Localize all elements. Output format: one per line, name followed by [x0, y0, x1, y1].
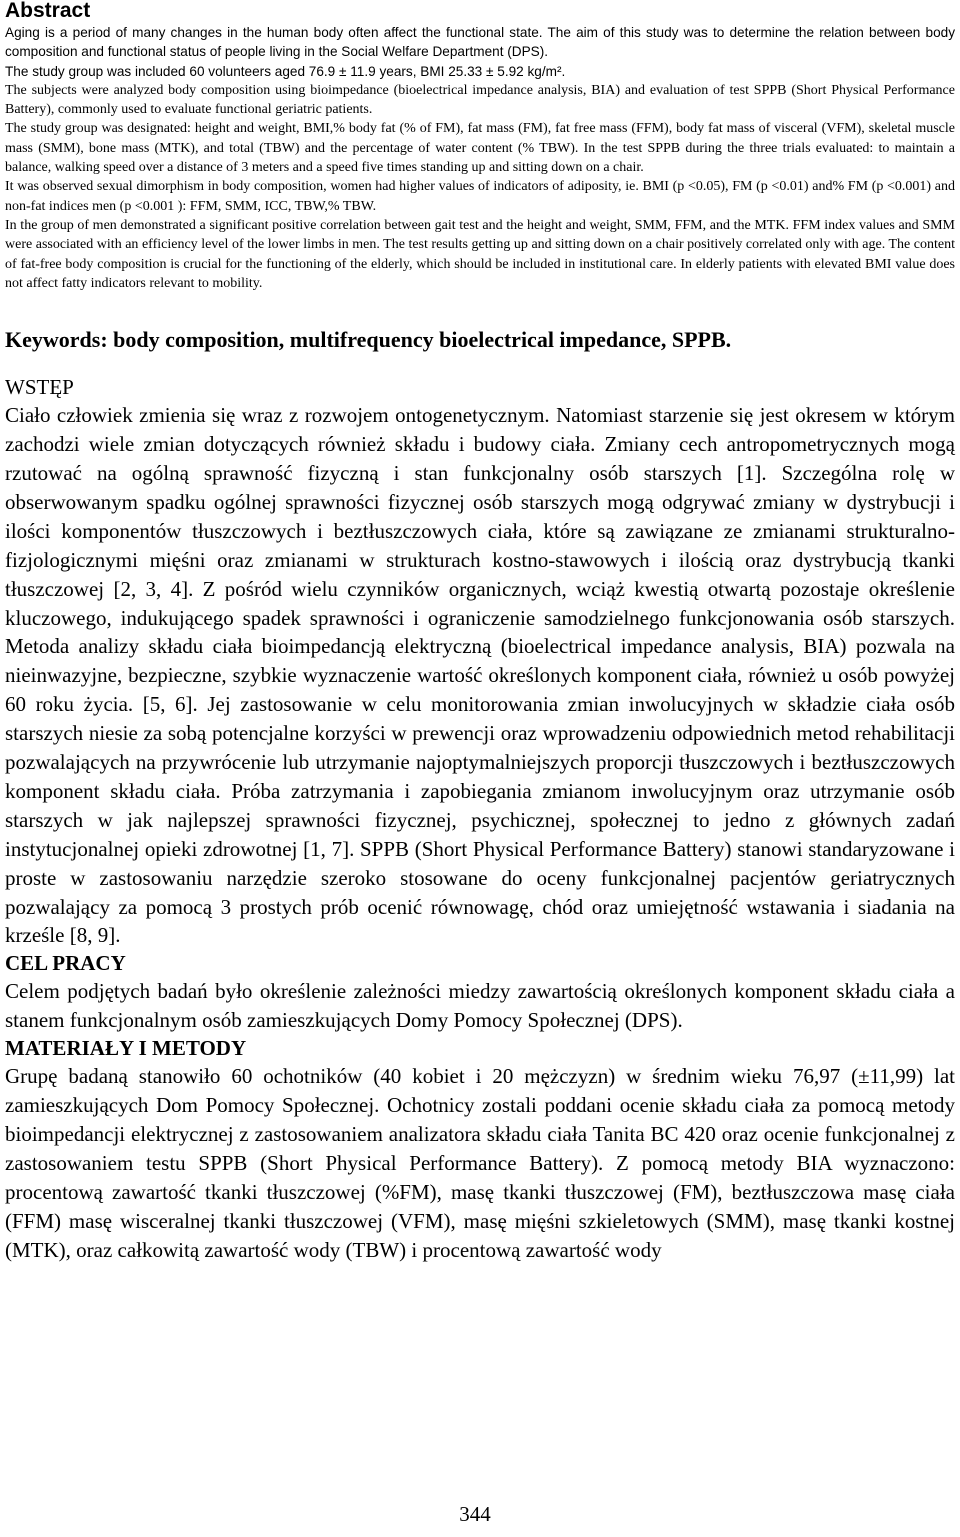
abstract-paragraph-5: It was observed sexual dimorphism in body composition, women had higher values of indicators of adiposity, ie. BMI (p <0.05), FM (p <0.01) and% FM (p <0.001) and non-fat indices men (p <0.001 ): FFM, SMM, ICC, TBW,% TBW.	[5, 179, 955, 214]
abstract-paragraph-6: In the group of men demonstrated a significant positive correlation between gait test and the height and weight, SMM, FFM, and the MTK. FFM index values and SMM were associated with an efficiency level of the lower limbs in men. The test results getting up and sitting down on a chair positively correlated only with age. The content of fat-free body composition is crucial for the functioning of the elderly, which should be included in institutional care. In elderly patients with elevated BMI value does not affect fatty indicators relevant to mobility.	[5, 217, 955, 291]
section-heading-wstep: WSTĘP	[5, 375, 74, 400]
abstract-paragraph-3: The subjects were analyzed body composition using bioimpedance (bioelectrical impedance analysis, BIA) and evaluation of test SPPB (Short Physical Performance Battery), commonly used to evaluate functional geriatric patients.	[5, 82, 955, 118]
section-heading-cel: CEL PRACY	[5, 951, 126, 976]
wstep-paragraph: Ciało człowiek zmienia się wraz z rozwojem ontogenetycznym. Natomiast starzenie się jest okresem w którym zachodzi wiele zmian dotyczących również składu i budowy ciała. Zmiany cech antropometrycznych mogą rzutować na ogólną sprawność fizyczną i stan funkcjonalny osób starszych [1]. Szczególna rolę w obserwowanym spadku ogólnej sprawności fizycznej osób starszych mogą odgrywać zmiany w dystrybucji i ilości komponentów tłuszczowych i beztłuszczowych ciała, które są zawiązane ze zmianami strukturalno-fizjologicznymi mięśni oraz zmianami w strukturach kostno-stawowych i ilością oraz dystrybucją tkanki tłuszczowej [2, 3, 4]. Z pośród wielu czynników organicznych, wciąż kwestią otwartą pozostaje określenie kluczowego, indukującego spadek sprawności i ograniczenie samodzielnego funkcjonowania osób starszych. Metoda analizy składu ciała bioimpedancją elektryczną (bioelectrical impedance analysis, BIA) pozwala na nieinwazyjne, bezpieczne, szybkie wyznaczenie wartość określonych komponent ciała, również u osób powyżej 60 roku życia. [5, 6]. Jej zastosowanie w celu monitorowania zmian inwolucyjnych w składzie ciała osób starszych niesie za sobą potencjalne korzyści w prewencji oraz wprowadzeniu odpowiednich metod rehabilitacji pozwalających na przywrócenie lub utrzymanie najoptymalniejszych proporcji tłuszczowych i beztłuszczowych komponent składu ciała. Próba zatrzymania i zapobiegania zmianom inwolucyjnym oraz utrzymanie osób starszych w jak najlepszej sprawności fizycznej, psychicznej, społecznej to jedno z głównych zadań instytucjonalnej opieki zdrowotnej [1, 7]. SPPB (Short Physical Performance Battery) stanowi standaryzowane i proste w zastosowaniu narzędzie szeroko stosowane do oceny funkcjonalnej pacjentów geriatrycznych pozwalający za pomocą 3 prostych prób ocenić równowagę, chód oraz umiejętność wstawania i siadania na krześle [8, 9].	[5, 403, 955, 948]
keywords-line: Keywords: body composition, multifrequency bioelectrical impedance, SPPB.	[5, 327, 732, 353]
abstract-paragraph-2: The study group was included 60 volunteers aged 76.9 ± 11.9 years, BMI 25.33 ± 5.92 kg/m².	[5, 63, 566, 79]
page-number: 344	[459, 1502, 491, 1526]
section-heading-metody: MATERIAŁY I METODY	[5, 1036, 247, 1061]
cel-paragraph: Celem podjętych badań było określenie zależności miedzy zawartością określonych komponent składu ciała a stanem funkcjonalnym osób zamieszkujących Domy Pomocy Społecznej (DPS).	[5, 979, 955, 1033]
abstract-paragraph-4: The study group was designated: height and weight, BMI,% body fat (% of FM), fat mass (FM), fat free mass (FFM), body fat mass of visceral (VFM), skeletal muscle mass (SMM), bone mass (MTK), and total (TBW) and the percentage of water content (% TBW). In the test SPPB during the three trials evaluated: to maintain a balance, walking speed over a distance of 3 meters and a speed five times standing up and sitting down on a chair.	[5, 121, 955, 176]
abstract-paragraph-1: Aging is a period of many changes in the human body often affect the functional state. The aim of this study was to determine the relation between body composition and functional status of people living in the Social Welfare Department (DPS).	[5, 25, 955, 60]
document-page	[5, 0, 955, 1265]
metody-paragraph: Grupę badaną stanowiło 60 ochotników (40 kobiet i 20 mężczyzn) w średnim wieku 76,97 (±11,99) lat zamieszkujących Dom Pomocy Społecznej. Ochotnicy zostali poddani ocenie składu ciała za pomocą metody bioimpedancji elektrycznej z zastosowaniem analizatora składu ciała Tanita BC 420 oraz ocenie funkcjonalnej z zastosowaniem testu SPPB (Short Physical Performance Battery). Z pomocą metody BIA wyznaczono: procentową zawartość tkanki tłuszczowej (%FM), masę tkanki tłuszczowej (FM), beztłuszczowa masę ciała (FFM) masę wisceralnej tkanki tłuszczowej (VFM), masę mięśni szkieletowych (SMM), masę tkanki kostnej (MTK), oraz całkowitą zawartość wody (TBW) i procentową zawartość wody	[5, 1064, 955, 1262]
abstract-heading: Abstract	[5, 0, 91, 22]
